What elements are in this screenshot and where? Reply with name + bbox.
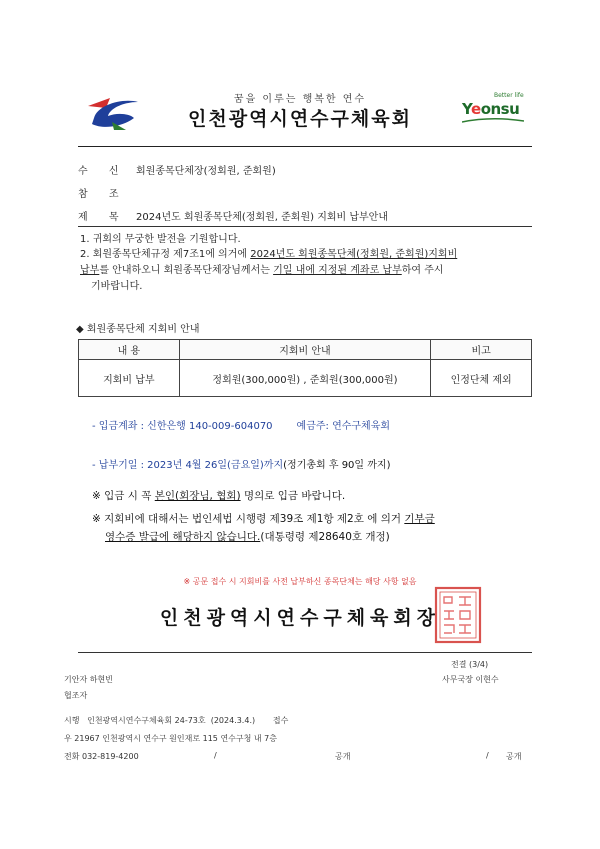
body-line-1: 1. 귀회의 무궁한 발전을 기원합니다.: [80, 234, 241, 245]
reference-row: [78, 185, 136, 200]
note-1: [92, 488, 345, 505]
official-seal-icon: [433, 585, 483, 645]
due-date-line: [92, 456, 390, 471]
recipient-label: 수 신: [78, 166, 128, 177]
brand-word-o: e: [471, 100, 481, 118]
note-1-underlined: 본인(회장님, 협회): [154, 490, 241, 502]
body-line-3-text-end: 하여 주시: [401, 265, 444, 276]
fee-table-cell-item: 지회비 납부: [79, 360, 180, 397]
recipient-row: [78, 162, 276, 177]
account-holder: 예금주: 연수구체육회: [296, 421, 391, 432]
subject-divider: [78, 226, 532, 227]
account-label: - 입금계좌 :: [92, 421, 148, 432]
chief-title: 인천광역시연수구체육회장: [159, 607, 441, 629]
address-line: 우 21967 인천광역시 연수구 원인재로 115 연수구청 내 7층: [64, 734, 277, 743]
body-line-3-underlined: 납부: [80, 265, 100, 276]
fee-table-header-note: 비고: [431, 340, 532, 360]
note-1-text: ※ 입금 시 꼭: [92, 490, 155, 502]
body-line-4: 기바랍니다.: [91, 281, 143, 292]
body-line-2-text: 2. 회원종목단체규정 제7조1에 의거에: [80, 249, 251, 260]
director: 사무국장 이현수: [442, 675, 499, 684]
fee-table-cell-note: 인정단체 제외: [431, 360, 532, 397]
brand-word-rest: onsu: [480, 100, 520, 118]
body-line-2: [80, 247, 457, 262]
note-2-text: ※ 지회비에 대해서는 법인세법 시행령 제39조 제1항 제2호 에 의거: [92, 513, 405, 525]
subject-label: 제 목: [78, 212, 128, 223]
drafter: 기안자 하현빈: [64, 675, 113, 684]
footer-divider: [78, 652, 532, 653]
table-row: [79, 360, 532, 397]
org-title: 인천광역시연수구체육회: [188, 108, 412, 130]
note-2-underlined: 기부금: [404, 513, 435, 525]
brand-word-y: Y: [462, 100, 471, 118]
phone-slash: /: [214, 751, 217, 760]
header-divider: [78, 146, 532, 147]
note-3-text: (대통령령 제28640호 개정): [260, 531, 390, 543]
public-slash: /: [486, 751, 489, 760]
note-3: [105, 529, 390, 546]
fee-table: [78, 339, 532, 397]
brand-wordmark: [462, 100, 519, 118]
note-1-text-end: 명의로 입금 바랍니다.: [240, 490, 346, 502]
phone-line: 전화 032-819-4200: [64, 752, 139, 761]
subject-row: [78, 208, 388, 223]
reference-label: 참 조: [78, 189, 128, 200]
note-3-underlined: 영수증 발급에 해당하지 않습니다.: [105, 531, 261, 543]
body-line-3: [80, 263, 444, 278]
body-line-3-underlined-2: 기일 내에 지정된 계좌로 납부: [273, 265, 402, 276]
fee-table-cell-detail: 정회원(300,000원) , 준회원(300,000원): [179, 360, 431, 397]
brand-swoosh-icon: [462, 118, 524, 124]
brand-tagline: Better life: [494, 92, 524, 99]
note-2: [92, 511, 435, 528]
account-value: 신한은행 140-009-604070: [147, 421, 273, 432]
yeonsu-brand-logo: [460, 92, 526, 126]
due-note: (정기총회 후 90일 까지): [283, 460, 391, 471]
fee-table-header-item: 내 용: [79, 340, 180, 360]
red-notice: ※ 공문 접수 시 지회비를 사전 납부하신 종목단체는 해당 사항 없음: [183, 577, 417, 586]
body-line-2-underlined: 2024년도 회원종목단체(정회원, 준회원)지회비: [250, 249, 458, 260]
approval-stamp: 전결 (3/4): [451, 660, 489, 669]
subject-value: 2024년도 회원종목단체(정회원, 준회원) 지회비 납부안내: [136, 212, 389, 223]
public-2: 공개: [506, 752, 522, 761]
fee-table-header-row: [79, 340, 532, 360]
enforce-line: 시행 인천광역시연수구체육회 24-73호 (2024.3.4.) 접수: [64, 716, 289, 725]
account-line: [92, 417, 390, 432]
section-title: ◆ 회원종목단체 지회비 안내: [76, 324, 200, 335]
due-value: 2023년 4월 26일(금요일)까지: [147, 460, 284, 471]
public-1: 공개: [335, 752, 351, 761]
body-line-3-text: 를 안내하오니 회원종목단체장님께서는: [99, 265, 274, 276]
recipient-value: 회원종목단체장(정회원, 준회원): [136, 166, 276, 177]
cooperator: 협조자: [64, 691, 88, 700]
fee-table-header-detail: 지회비 안내: [179, 340, 431, 360]
slogan: 꿈을 이루는 행복한 연수: [233, 94, 367, 105]
due-label: - 납부기일 :: [92, 460, 148, 471]
